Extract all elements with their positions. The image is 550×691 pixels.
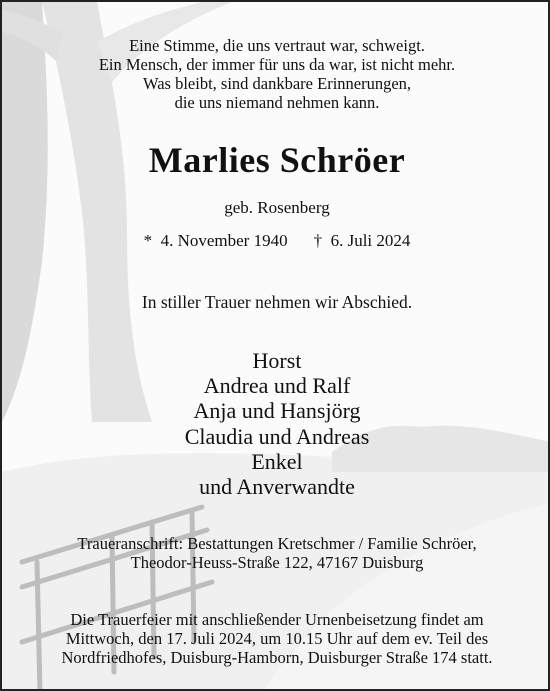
farewell-text: In stiller Trauer nehmen wir Abschied.	[141, 292, 413, 312]
mourning-address-line: Traueranschrift: Bestattungen Kretschmer / Familie Schröer,	[77, 534, 477, 553]
life-dates	[2, 231, 550, 251]
birth-symbol: *	[143, 231, 153, 250]
deceased-name: Marlies Schröer	[148, 140, 406, 180]
mourner-name: Andrea und Ralf	[203, 373, 351, 398]
funeral-info-line: Nordfriedhofes, Duisburg-Hamborn, Duisburger Straße 174 statt.	[61, 648, 493, 667]
poem-line: Eine Stimme, die uns vertraut war, schweigt.	[129, 36, 425, 55]
mourner-name: und Anverwandte	[199, 474, 355, 499]
poem-line: die uns niemand nehmen kann.	[174, 93, 380, 112]
mourner-name: Horst	[252, 348, 302, 373]
funeral-info-line: Die Trauerfeier mit anschließender Urnenbeisetzung findet am	[70, 610, 484, 629]
mourner-name: Claudia und Andreas	[184, 424, 370, 449]
funeral-info-line: Mittwoch, den 17. Juli 2024, um 10.15 Uhr auf dem ev. Teil des	[65, 629, 489, 648]
mourning-address-line: Theodor-Heuss-Straße 122, 47167 Duisburg	[130, 553, 424, 572]
poem-line: Was bleibt, sind dankbare Erinnerungen,	[142, 74, 412, 93]
poem-line: Ein Mensch, der immer für uns da war, ist nicht mehr.	[98, 55, 456, 74]
birth-name: geb. Rosenberg	[224, 198, 330, 217]
birth-date: 4. November 1940	[160, 231, 288, 250]
mourner-name: Anja und Hansjörg	[193, 398, 361, 423]
death-symbol: †	[313, 231, 323, 250]
mourner-name: Enkel	[251, 449, 303, 474]
death-date: 6. Juli 2024	[330, 231, 411, 250]
